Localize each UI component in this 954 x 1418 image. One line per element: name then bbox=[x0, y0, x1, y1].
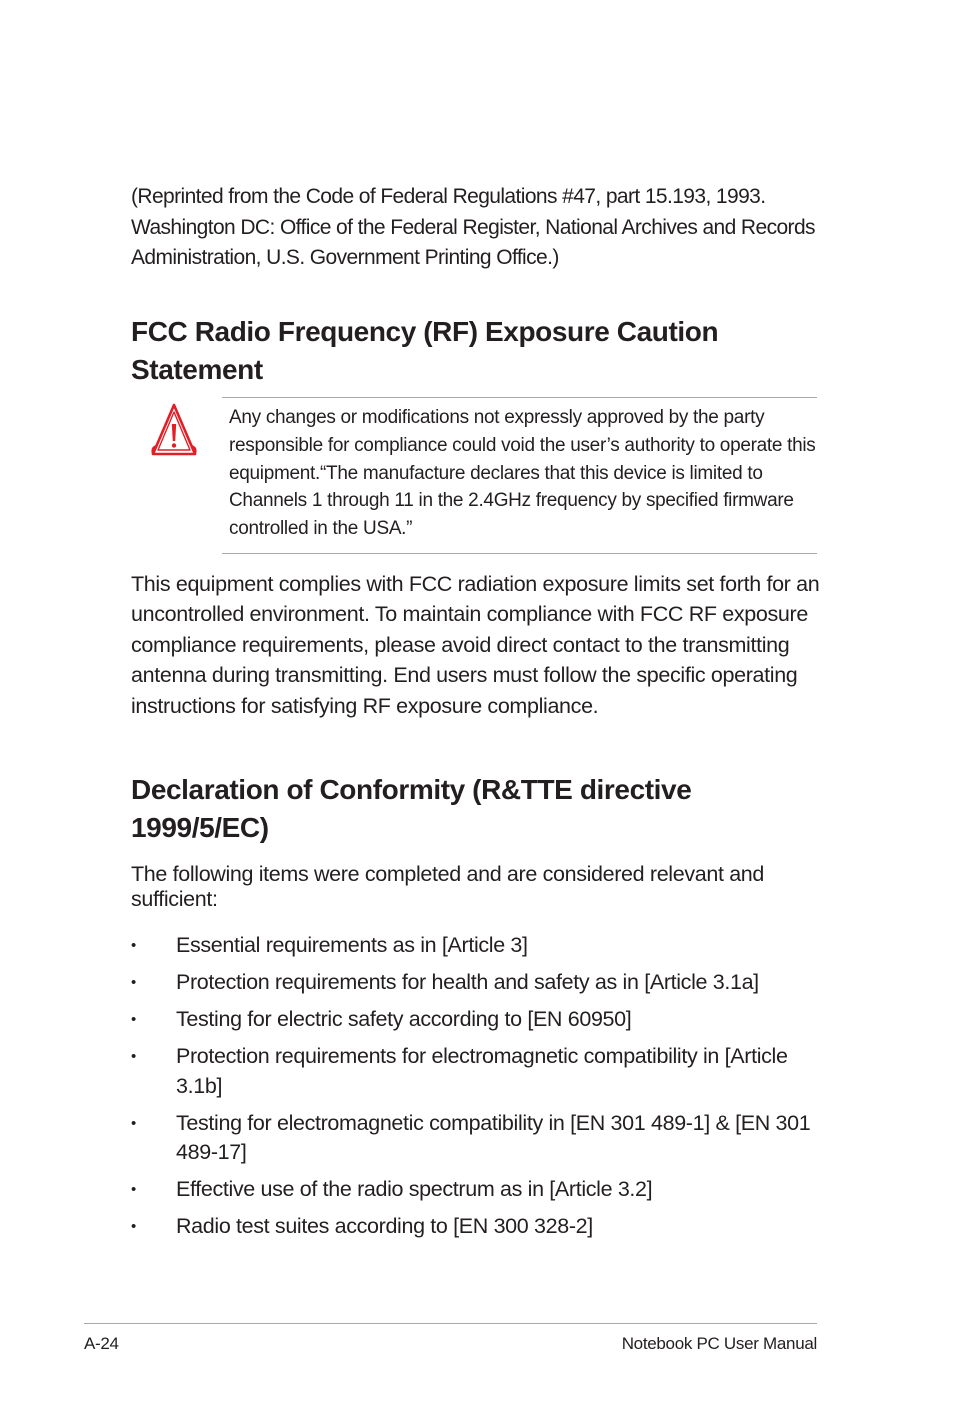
list-item: • Testing for electromagnetic compatibility in [EN 301 489-1] & [EN 301 489-17] bbox=[131, 1110, 811, 1164]
caution-text: Any changes or modifications not expressly approved by the party responsible for compliance could void the user’s authority to operate this equipment.“The manufacture declares that this device is limited to Channels 1 through 11 in the 2.4GHz frequency by specified firmware controlled in the USA.” bbox=[229, 407, 816, 540]
list-item: • Protection requirements for electromagnetic compatibility in [Article 3.1b] bbox=[131, 1044, 788, 1098]
list-item: • Essential requirements as in [Article 3] bbox=[131, 931, 831, 961]
footer-divider bbox=[84, 1323, 817, 1324]
bullet-icon: • bbox=[131, 1218, 136, 1235]
warning-triangle-icon bbox=[150, 402, 198, 458]
manual-title: Notebook PC User Manual bbox=[621, 1334, 817, 1353]
bullet-icon: • bbox=[131, 1011, 136, 1028]
bullet-icon: • bbox=[131, 974, 136, 991]
list-item: • Protection requirements for health and safety as in [Article 3.1a] bbox=[131, 968, 831, 998]
list-item: • Effective use of the radio spectrum as in [Article 3.2] bbox=[131, 1175, 831, 1205]
list-item: • Radio test suites according to [EN 300 328-2] bbox=[131, 1212, 831, 1242]
declaration-intro: The following items were completed and are considered relevant and sufficient: bbox=[131, 862, 765, 911]
reprint-note: (Reprinted from the Code of Federal Regulations #47, part 15.193, 1993. Washington DC: Office of the Federal Register, National Archives and Records Administration, U.S. Government Printing Office.) bbox=[131, 185, 815, 269]
declaration-heading: Declaration of Conformity (R&TTE directive 1999/5/EC) bbox=[131, 774, 692, 843]
bullet-icon: • bbox=[131, 1114, 136, 1132]
requirements-list bbox=[131, 931, 831, 1249]
list-item: • Testing for electric safety according to [EN 60950] bbox=[131, 1005, 831, 1035]
bullet-icon: • bbox=[131, 1048, 136, 1065]
fcc-rf-heading: FCC Radio Frequency (RF) Exposure Caution Statement bbox=[131, 316, 719, 385]
page-number: A-24 bbox=[84, 1334, 119, 1353]
bullet-icon: • bbox=[131, 937, 136, 954]
bullet-icon: • bbox=[131, 1181, 136, 1198]
rf-exposure-paragraph: This equipment complies with FCC radiation exposure limits set forth for an uncontrolled environment. To maintain compliance with FCC RF exposure compliance requirements, please avoid direct contact to the transmitting antenna during transmitting. End users must follow the specific operating instructions for satisfying RF exposure compliance. bbox=[131, 572, 820, 718]
